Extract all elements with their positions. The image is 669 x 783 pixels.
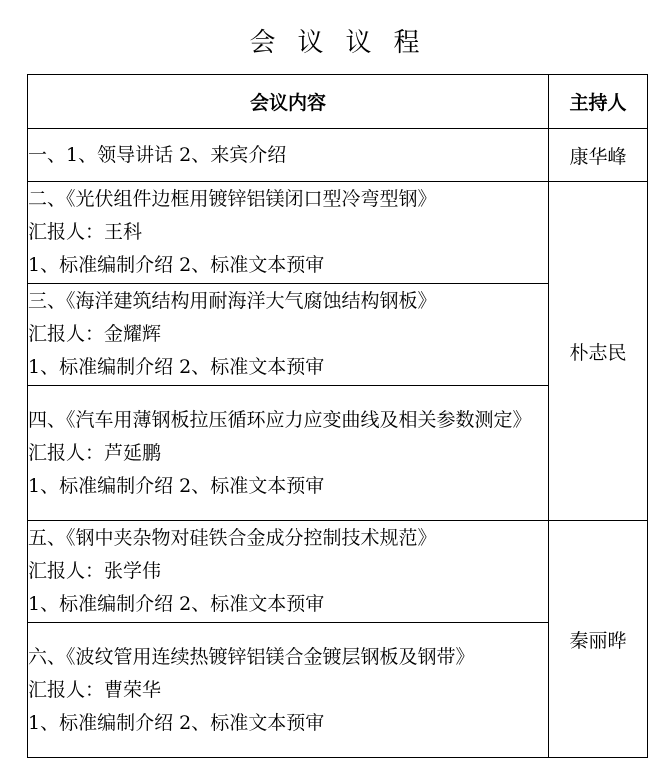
section-title: 六、《波纹管用连续热镀锌铝镁合金镀层钢板及钢带》 [28,645,475,668]
host-group-2: 秦丽晔 [549,521,648,758]
section-reporter: 汇报人：芦延鹏 [28,441,162,464]
section-tasks: 1、标准编制介绍 2、标准文本预审 [28,593,325,615]
table-header-row [28,75,648,129]
page-title: 会议议程 [249,28,442,58]
header-host: 主持人 [549,75,648,129]
section-cell [28,623,549,758]
section-tasks: 1、标准编制介绍 2、标准文本预审 [28,711,325,734]
agenda-table [27,74,648,758]
table-row [28,521,648,623]
section-reporter: 汇报人：王科 [28,221,143,243]
intro-host: 康华峰 [549,129,648,182]
section-tasks: 1、标准编制介绍 2、标准文本预审 [28,254,325,276]
section-title: 二、《光伏组件边框用镀锌铝镁闭口型冷弯型钢》 [28,188,437,210]
table-row [28,182,648,284]
intro-text: 一、1、领导讲话 2、来宾介绍 [28,143,287,166]
section-reporter: 汇报人：曹荣华 [28,678,162,701]
section-tasks: 1、标准编制介绍 2、标准文本预审 [28,474,325,497]
section-cell [28,521,549,623]
table-row [28,129,648,182]
section-reporter: 汇报人：金耀辉 [28,323,162,345]
host-group-1: 朴志民 [549,182,648,521]
section-title: 三、《海洋建筑结构用耐海洋大气腐蚀结构钢板》 [28,290,437,312]
section-title: 四、《汽车用薄钢板拉压循环应力应变曲线及相关参数测定》 [28,408,532,431]
section-cell [28,284,549,386]
section-reporter: 汇报人：张学伟 [28,560,162,582]
section-cell [28,182,549,284]
intro-content [28,129,549,182]
section-title: 五、《钢中夹杂物对硅铁合金成分控制技术规范》 [28,527,437,549]
header-content: 会议内容 [28,75,549,129]
section-tasks: 1、标准编制介绍 2、标准文本预审 [28,356,325,378]
section-cell [28,386,549,521]
